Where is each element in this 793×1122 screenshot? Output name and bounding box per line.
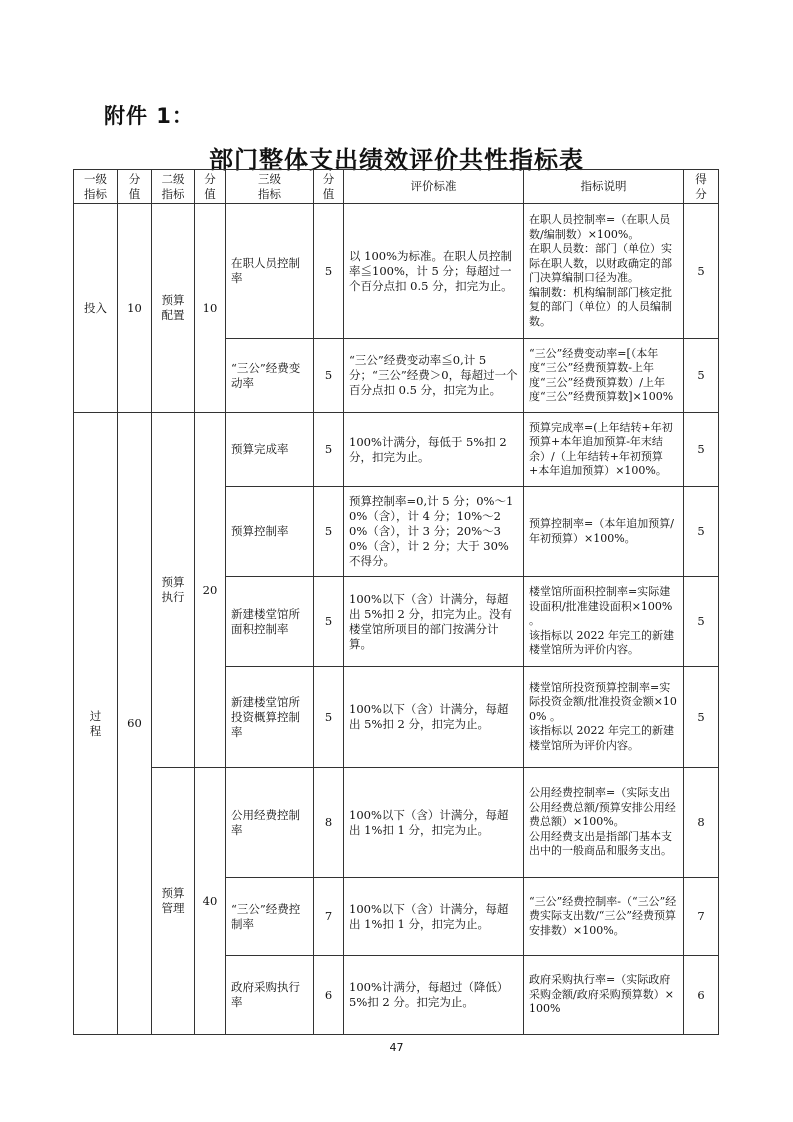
got-score-cell: 5 — [684, 487, 719, 577]
standard-cell: 100%计满分，每超过（降低）5%扣 2 分。扣完为止。 — [344, 956, 524, 1035]
level2-name: 预算 执行 — [152, 413, 195, 768]
header-score3: 分 值 — [314, 170, 344, 204]
table-header-row — [74, 170, 719, 204]
level3-name: 政府采购执行率 — [226, 956, 314, 1035]
description-cell: 在职人员控制率=（在职人员数/编制数）×100%。 在职人员数：部门（单位）实际在职人数，以财政确定的部门决算编制口径为准。 编制数：机构编制部门核定批复的部门（单位）的人员编制数。 — [524, 204, 684, 339]
standard-cell: 100%计满分，每低于 5%扣 2 分，扣完为止。 — [344, 413, 524, 487]
level2-name: 预算 管理 — [152, 768, 195, 1035]
description-cell: “三公”经费控制率-（“三公”经费实际支出数/“三公”经费预算安排数）×100%。 — [524, 878, 684, 956]
standard-cell: 以 100%为标准。在职人员控制率≦100%，计 5 分；每超过一个百分点扣 0.5 分，扣完为止。 — [344, 204, 524, 339]
level1-name: 过 程 — [74, 413, 118, 1035]
got-score-cell: 5 — [684, 204, 719, 339]
level2-score: 10 — [195, 204, 226, 413]
level3-name: 预算控制率 — [226, 487, 314, 577]
got-score-cell: 5 — [684, 339, 719, 413]
description-cell: 政府采购执行率=（实际政府采购金额/政府采购预算数）×100% — [524, 956, 684, 1035]
level1-name: 投入 — [74, 204, 118, 413]
page-number: 47 — [389, 1041, 404, 1054]
indicator-table — [73, 169, 719, 1035]
level2-score: 40 — [195, 768, 226, 1035]
page-title: 部门整体支出绩效评价共性指标表 — [209, 145, 584, 174]
level3-score: 5 — [314, 577, 344, 667]
level3-score: 8 — [314, 768, 344, 878]
level2-name: 预算 配置 — [152, 204, 195, 413]
level3-name: “三公”经费变动率 — [226, 339, 314, 413]
got-score-cell: 6 — [684, 956, 719, 1035]
level2-score: 20 — [195, 413, 226, 768]
header-description: 指标说明 — [524, 170, 684, 204]
header-standard: 评价标准 — [344, 170, 524, 204]
level1-score: 60 — [118, 413, 152, 1035]
got-score-cell: 5 — [684, 413, 719, 487]
standard-cell: 100%以下（含）计满分，每超出 5%扣 2 分，扣完为止。没有楼堂馆所项目的部门按满分计算。 — [344, 577, 524, 667]
got-score-cell: 5 — [684, 667, 719, 768]
header-got-score: 得 分 — [684, 170, 719, 204]
standard-cell: 100%以下（含）计满分，每超出 1%扣 1 分，扣完为止。 — [344, 878, 524, 956]
description-cell: 楼堂馆所投资预算控制率=实际投资金额/批准投资金额×100% 。 该指标以 2022 年完工的新建楼堂馆所为评价内容。 — [524, 667, 684, 768]
level3-score: 7 — [314, 878, 344, 956]
level3-score: 5 — [314, 204, 344, 339]
description-cell: 楼堂馆所面积控制率=实际建设面积/批准建设面积×100% 。 该指标以 2022 年完工的新建楼堂馆所为评价内容。 — [524, 577, 684, 667]
level3-name: 新建楼堂馆所面积控制率 — [226, 577, 314, 667]
standard-cell: 100%以下（含）计满分，每超出 5%扣 2 分，扣完为止。 — [344, 667, 524, 768]
level1-score: 10 — [118, 204, 152, 413]
header-level2: 二级 指标 — [152, 170, 195, 204]
standard-cell: 100%以下（含）计满分，每超出 1%扣 1 分，扣完为止。 — [344, 768, 524, 878]
table-row — [74, 413, 719, 487]
level3-score: 5 — [314, 339, 344, 413]
header-level3: 三级 指标 — [226, 170, 314, 204]
level3-score: 5 — [314, 667, 344, 768]
header-score2: 分 值 — [195, 170, 226, 204]
table-row — [74, 768, 719, 878]
description-cell: 预算完成率=(上年结转+年初预算+本年追加预算-年末结余）/（上年结转+年初预算+本年追加预算）×100%。 — [524, 413, 684, 487]
level3-score: 5 — [314, 487, 344, 577]
got-score-cell: 8 — [684, 768, 719, 878]
level3-name: 预算完成率 — [226, 413, 314, 487]
level3-name: 在职人员控制率 — [226, 204, 314, 339]
table-row — [74, 204, 719, 339]
header-level1: 一级 指标 — [74, 170, 118, 204]
attachment-label: 附件 1： — [104, 104, 194, 128]
description-cell: 预算控制率=（本年追加预算/年初预算）×100%。 — [524, 487, 684, 577]
got-score-cell: 7 — [684, 878, 719, 956]
level3-name: “三公”经费控制率 — [226, 878, 314, 956]
level3-score: 6 — [314, 956, 344, 1035]
standard-cell: 预算控制率=0,计 5 分；0%～10%（含），计 4 分；10%～20%（含），计 3 分；20%～30%（含），计 2 分；大于 30%不得分。 — [344, 487, 524, 577]
standard-cell: “三公”经费变动率≦0,计 5分；“三公”经费＞0，每超过一个百分点扣 0.5 分，扣完为止。 — [344, 339, 524, 413]
got-score-cell: 5 — [684, 577, 719, 667]
level3-name: 新建楼堂馆所投资概算控制率 — [226, 667, 314, 768]
description-cell: 公用经费控制率=（实际支出公用经费总额/预算安排公用经费总额）×100%。 公用经费支出是指部门基本支出中的一般商品和服务支出。 — [524, 768, 684, 878]
description-cell: “三公”经费变动率=[（本年度“三公”经费预算数-上年度“三公”经费预算数）/上年度“三公”经费预算数]×100% — [524, 339, 684, 413]
level3-score: 5 — [314, 413, 344, 487]
header-score1: 分 值 — [118, 170, 152, 204]
level3-name: 公用经费控制率 — [226, 768, 314, 878]
